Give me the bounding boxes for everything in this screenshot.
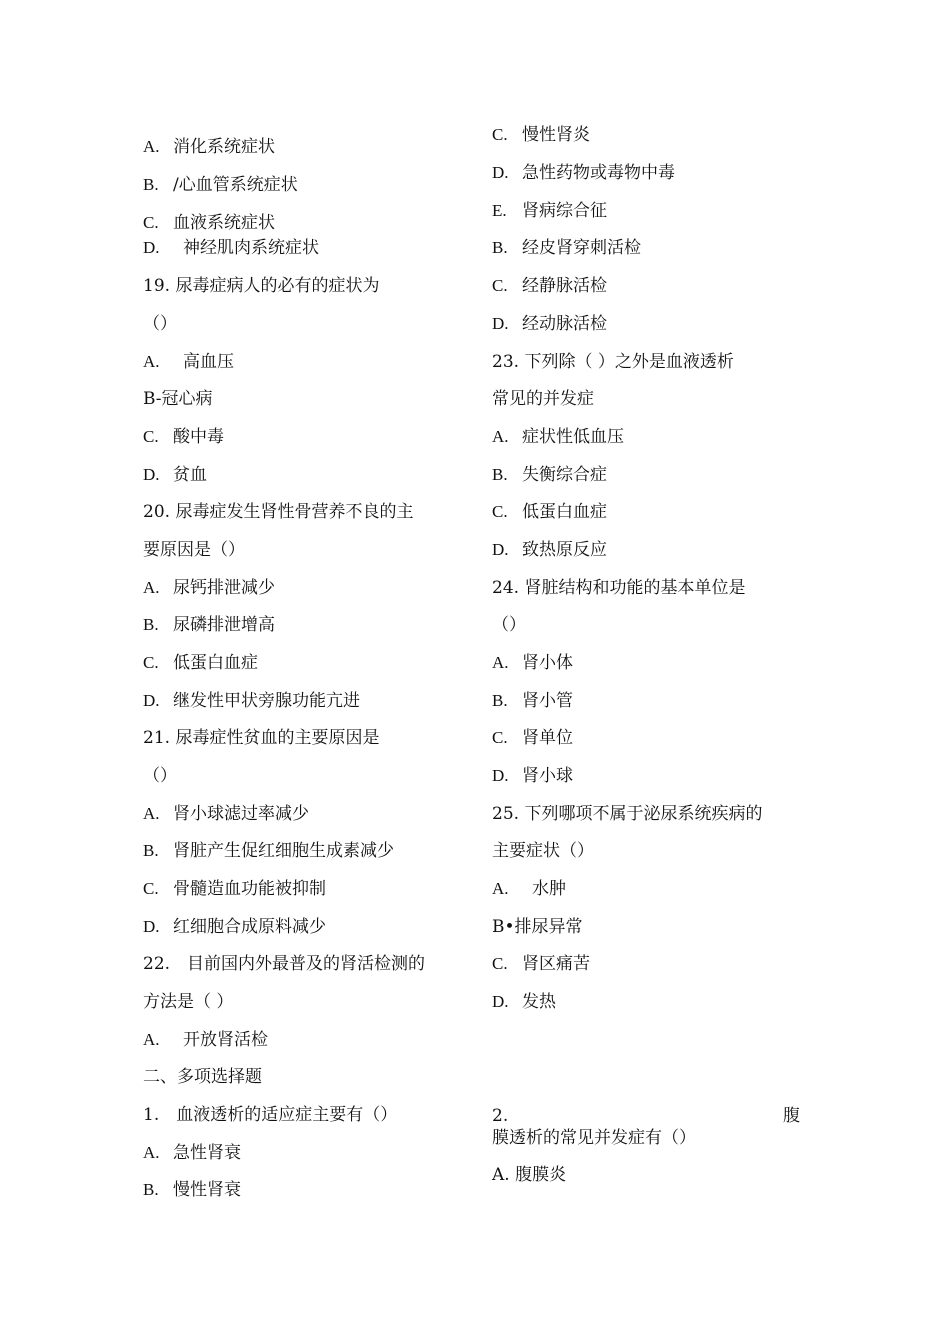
question-multi-2-cont: 膜透析的常见并发症有（） — [492, 1128, 696, 1148]
option-c: C. 低蛋白血症 — [143, 653, 258, 673]
option-d: D. 贫血 — [143, 465, 207, 485]
question-24: 24. 肾脏结构和功能的基本单位是 — [492, 578, 746, 598]
question-22: 22. 目前国内外最普及的肾活检测的 — [143, 954, 426, 974]
option-d: D. 神经肌肉系统症状 — [143, 238, 319, 258]
question-20-cont: 要原因是（） — [143, 540, 245, 560]
option-a: A. 水肿 — [492, 879, 566, 899]
option-c: C. 骨髓造血功能被抑制 — [143, 879, 326, 899]
option-a: A. 症状性低血压 — [492, 427, 624, 447]
option-c: C. 肾区痛苦 — [492, 954, 590, 974]
question-21-blank: （） — [143, 766, 177, 786]
option-d: D. 急性药物或毒物中毒 — [492, 163, 675, 183]
question-23-cont: 常见的并发症 — [492, 389, 594, 409]
option-a: A. 肾小球滤过率减少 — [143, 804, 309, 824]
option-d: D. 经动脉活检 — [492, 314, 607, 334]
question-25: 25. 下列哪项不属于泌尿系统疾病的 — [492, 804, 763, 824]
option-b: B. 肾脏产生促红细胞生成素减少 — [143, 841, 394, 861]
option-a: A. 肾小体 — [492, 653, 573, 673]
option-e: E. 肾病综合征 — [492, 201, 607, 221]
section-heading: 二、多项选择题 — [143, 1067, 262, 1087]
option-d: D. 致热原反应 — [492, 540, 607, 560]
option-c: C. 慢性肾炎 — [492, 125, 590, 145]
option-a: A. 开放肾活检 — [143, 1030, 268, 1050]
option-b: B. 经皮肾穿刺活检 — [492, 238, 641, 258]
option-c: C. 低蛋白血症 — [492, 502, 607, 522]
option-b: B. 慢性肾衰 — [143, 1180, 241, 1200]
option-b: B•排尿异常 — [492, 917, 583, 937]
question-23: 23. 下列除（ ）之外是血液透析 — [492, 352, 734, 372]
option-b: B. 肾小管 — [492, 691, 573, 711]
option-b: B. /心血管系统症状 — [143, 175, 298, 195]
option-c: C. 酸中毒 — [143, 427, 224, 447]
question-21: 21. 尿毒症性贫血的主要原因是 — [143, 728, 380, 748]
question-24-blank: （） — [492, 615, 526, 635]
question-20: 20. 尿毒症发生肾性骨营养不良的主 — [143, 502, 414, 522]
question-19: 19. 尿毒症病人的必有的症状为 — [143, 276, 380, 296]
option-a: A. 消化系统症状 — [143, 137, 275, 157]
option-d: D. 肾小球 — [492, 766, 573, 786]
option-b: B. 尿磷排泄增高 — [143, 615, 275, 635]
option-c: C. 血液系统症状 — [143, 213, 275, 233]
option-c: C. 经静脉活检 — [492, 276, 607, 296]
question-25-cont: 主要症状（） — [492, 841, 594, 861]
option-c: C. 肾单位 — [492, 728, 573, 748]
option-a: A. 高血压 — [143, 352, 234, 372]
option-d: D. 红细胞合成原料减少 — [143, 917, 326, 937]
question-multi-1: 1. 血液透析的适应症主要有（） — [143, 1105, 398, 1125]
option-b: B. 失衡综合症 — [492, 465, 607, 485]
question-22-cont: 方法是（ ） — [143, 992, 234, 1012]
option-d: D. 继发性甲状旁腺功能亢进 — [143, 691, 360, 711]
option-b: B-冠心病 — [143, 389, 213, 409]
option-a: A. 腹膜炎 — [492, 1165, 567, 1185]
option-d: D. 发热 — [492, 992, 556, 1012]
option-a: A. 尿钙排泄减少 — [143, 578, 275, 598]
question-19-blank: （） — [143, 314, 177, 334]
option-a: A. 急性肾衰 — [143, 1143, 241, 1163]
